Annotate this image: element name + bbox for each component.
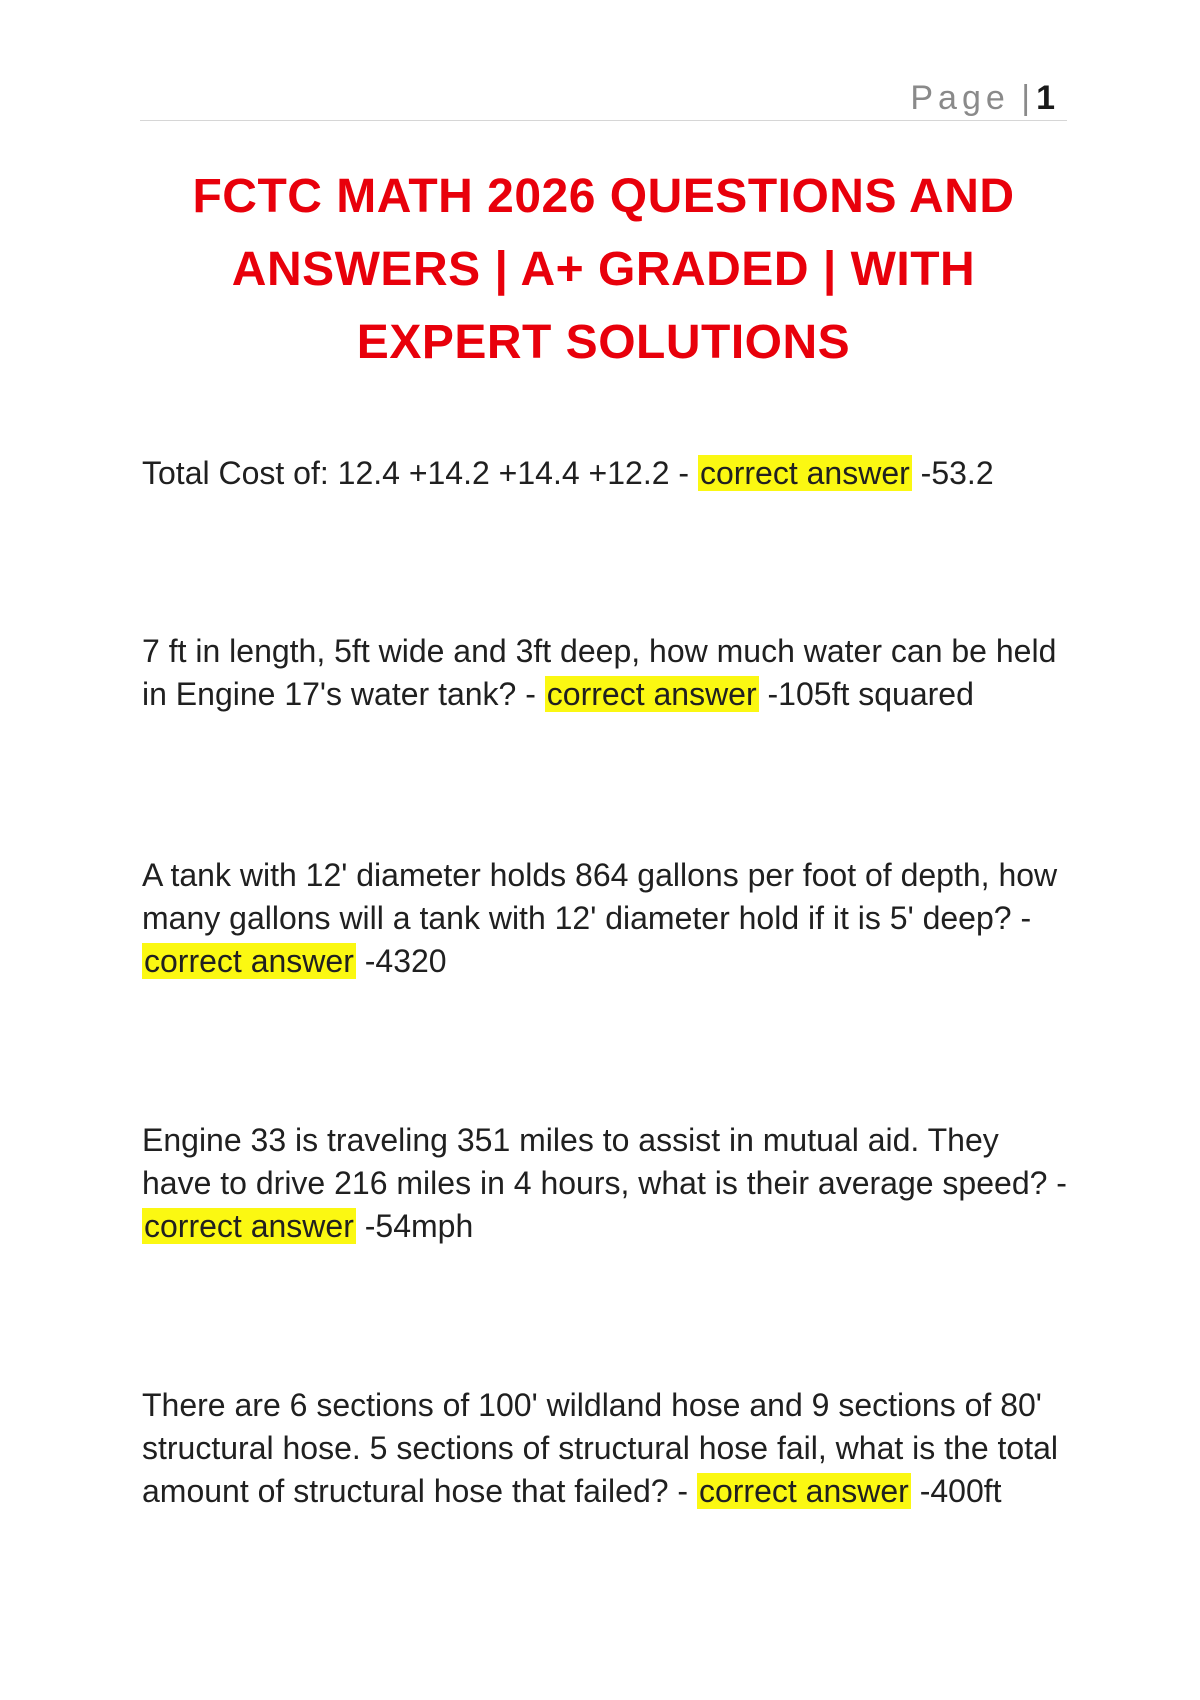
qa-item-5 <box>142 1384 1077 1513</box>
answer-text: -400ft <box>910 1473 1002 1509</box>
document-title <box>140 160 1067 379</box>
page-header <box>140 78 1067 121</box>
qa-item-4 <box>142 1119 1077 1248</box>
answer-text: -105ft squared <box>758 676 974 712</box>
page-separator: | <box>1021 79 1031 117</box>
qa-item-3 <box>142 854 1077 983</box>
correct-answer-highlight: correct answer <box>699 455 910 491</box>
correct-answer-highlight: correct answer <box>546 676 757 712</box>
answer-text: -4320 <box>355 943 447 979</box>
question-text: 7 ft in length, 5ft wide and 3ft deep, how much water can be held in Engine 17's water tank? - <box>142 633 1057 712</box>
question-text: A tank with 12' diameter holds 864 gallons per foot of depth, how many gallons will a tank with 12' diameter hold if it is 5' deep? - <box>142 857 1058 936</box>
qa-item-2 <box>142 630 1077 716</box>
page-number-label <box>910 78 1055 118</box>
title-line-3: EXPERT SOLUTIONS <box>356 316 851 369</box>
answer-text: -54mph <box>355 1208 474 1244</box>
answer-text: -53.2 <box>911 455 994 491</box>
question-text: There are 6 sections of 100' wildland hose and 9 sections of 80' structural hose. 5 sections of structural hose fail, what is the total amount of structural hose that failed? - <box>142 1387 1058 1509</box>
question-text: Engine 33 is traveling 351 miles to assist in mutual aid. They have to drive 216 miles in 4 hours, what is their average speed? - <box>142 1122 1067 1201</box>
qa-item-1 <box>142 452 1077 495</box>
question-text: Total Cost of: 12.4 +14.2 +14.4 +12.2 - <box>142 455 698 491</box>
title-line-2: ANSWERS | A+ GRADED | WITH <box>231 243 976 296</box>
correct-answer-highlight: correct answer <box>144 1208 354 1244</box>
correct-answer-highlight: correct answer <box>144 943 354 979</box>
correct-answer-highlight: correct answer <box>698 1473 909 1509</box>
page-word: Page <box>910 79 1010 117</box>
title-line-1: FCTC MATH 2026 QUESTIONS AND <box>192 170 1015 223</box>
page-number: 1 <box>1036 79 1055 117</box>
